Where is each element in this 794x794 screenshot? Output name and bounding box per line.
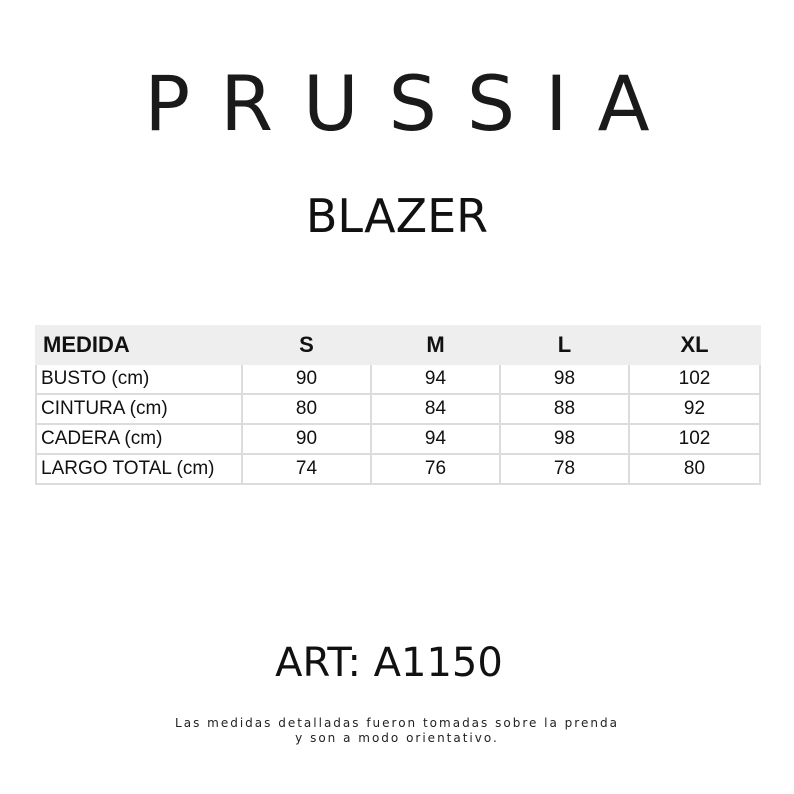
size-chart-table: [35, 325, 761, 485]
brand-logo: PRUSSIA: [144, 59, 680, 148]
cell-value: 76: [371, 454, 500, 484]
table-row: [36, 424, 760, 454]
cell-value: 102: [629, 364, 760, 394]
header-size-xl: XL: [629, 326, 760, 364]
cell-value: 78: [500, 454, 629, 484]
header-size-m: M: [371, 326, 500, 364]
table-row: [36, 394, 760, 424]
cell-value: 90: [242, 364, 371, 394]
table-row: [36, 364, 760, 394]
cell-value: 88: [500, 394, 629, 424]
product-title: BLAZER: [305, 189, 489, 243]
measurement-note: [0, 716, 794, 746]
row-label-busto: BUSTO (cm): [36, 364, 242, 394]
cell-value: 80: [629, 454, 760, 484]
cell-value: 102: [629, 424, 760, 454]
note-line-1: Las medidas detalladas fueron tomadas sobre la prenda: [175, 716, 619, 730]
cell-value: 98: [500, 364, 629, 394]
cell-value: 92: [629, 394, 760, 424]
cell-value: 84: [371, 394, 500, 424]
cell-value: 94: [371, 424, 500, 454]
row-label-largo-total: LARGO TOTAL (cm): [36, 454, 242, 484]
cell-value: 90: [242, 424, 371, 454]
cell-value: 80: [242, 394, 371, 424]
row-label-cintura: CINTURA (cm): [36, 394, 242, 424]
row-label-cadera: CADERA (cm): [36, 424, 242, 454]
article-code: ART: A1150: [275, 640, 503, 686]
table-header-row: [36, 326, 760, 364]
cell-value: 74: [242, 454, 371, 484]
note-line-2: y son a modo orientativo.: [295, 731, 499, 745]
cell-value: 98: [500, 424, 629, 454]
header-medida: MEDIDA: [36, 326, 242, 364]
table-row: [36, 454, 760, 484]
header-size-l: L: [500, 326, 629, 364]
cell-value: 94: [371, 364, 500, 394]
header-size-s: S: [242, 326, 371, 364]
